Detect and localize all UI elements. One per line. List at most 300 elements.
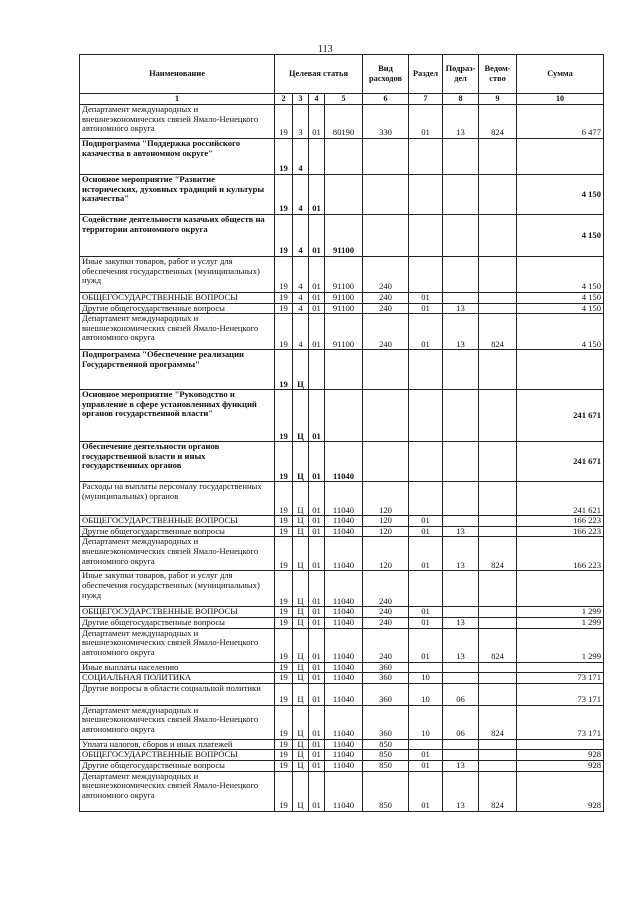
table-row xyxy=(80,175,604,215)
amount xyxy=(517,139,604,175)
target-code-program: 19 xyxy=(275,571,293,607)
target-code-activity: 01 xyxy=(309,571,325,607)
target-code-program: 19 xyxy=(275,139,293,175)
subsection xyxy=(443,139,479,175)
row-name: Содействие деятельности казачьих обществ на территории автономного округа xyxy=(80,215,275,257)
row-name: Департамент международных и внешнеэкономических связей Ямало-Ненецкого автономного округа xyxy=(80,314,275,350)
expense-type: 850 xyxy=(363,771,409,811)
row-name: Подпрограмма "Обеспечение реализации Государственной программы" xyxy=(80,350,275,390)
target-code-subprogram: Ц xyxy=(293,526,309,537)
target-code-subprogram: 4 xyxy=(293,175,309,215)
subsection xyxy=(443,571,479,607)
target-code-program: 19 xyxy=(275,482,293,516)
row-name: Подпрограмма "Поддержка российского казачества в автономном округе" xyxy=(80,139,275,175)
row-name: Иные выплаты населению xyxy=(80,662,275,673)
target-code-direction: 11040 xyxy=(325,482,363,516)
target-code-program: 19 xyxy=(275,350,293,390)
section xyxy=(409,175,443,215)
header-vid: Вид расходов xyxy=(363,55,409,94)
department-code: 824 xyxy=(479,628,517,662)
target-code-program: 19 xyxy=(275,617,293,628)
target-code-direction: 91100 xyxy=(325,303,363,314)
subsection xyxy=(443,257,479,293)
target-code-direction: 11040 xyxy=(325,750,363,761)
target-code-program: 19 xyxy=(275,516,293,527)
target-code-activity: 01 xyxy=(309,215,325,257)
department-code xyxy=(479,607,517,618)
department-code xyxy=(479,350,517,390)
section: 01 xyxy=(409,771,443,811)
expense-type: 240 xyxy=(363,607,409,618)
department-code xyxy=(479,750,517,761)
amount: 73 171 xyxy=(517,705,604,739)
expense-type xyxy=(363,350,409,390)
subsection: 13 xyxy=(443,526,479,537)
target-code-program: 19 xyxy=(275,628,293,662)
table-row xyxy=(80,303,604,314)
department-code xyxy=(479,215,517,257)
row-name: Департамент международных и внешнеэкономических связей Ямало-Ненецкого автономного округа xyxy=(80,705,275,739)
department-code xyxy=(479,516,517,527)
target-code-direction: 91100 xyxy=(325,257,363,293)
section: 01 xyxy=(409,314,443,350)
target-code-activity: 01 xyxy=(309,482,325,516)
target-code-direction: 11040 xyxy=(325,526,363,537)
expense-type: 240 xyxy=(363,617,409,628)
target-code-subprogram: 4 xyxy=(293,139,309,175)
amount: 928 xyxy=(517,771,604,811)
target-code-direction xyxy=(325,390,363,442)
table-row xyxy=(80,750,604,761)
table-row xyxy=(80,215,604,257)
expense-type: 360 xyxy=(363,705,409,739)
section xyxy=(409,139,443,175)
col-number: 5 xyxy=(325,94,363,105)
header-name: Наименование xyxy=(80,55,275,94)
amount: 241 671 xyxy=(517,442,604,482)
target-code-activity: 01 xyxy=(309,390,325,442)
department-code xyxy=(479,390,517,442)
expense-type: 120 xyxy=(363,537,409,571)
amount xyxy=(517,739,604,750)
target-code-direction: 11040 xyxy=(325,571,363,607)
department-code xyxy=(479,526,517,537)
target-code-activity: 01 xyxy=(309,314,325,350)
subsection: 13 xyxy=(443,303,479,314)
target-code-subprogram: Ц xyxy=(293,537,309,571)
target-code-activity: 01 xyxy=(309,683,325,705)
section: 01 xyxy=(409,760,443,771)
amount: 4 150 xyxy=(517,314,604,350)
row-name: Департамент международных и внешнеэкономических связей Ямало-Ненецкого автономного округа xyxy=(80,105,275,139)
amount: 73 171 xyxy=(517,683,604,705)
target-code-subprogram: Ц xyxy=(293,516,309,527)
target-code-program: 19 xyxy=(275,526,293,537)
expense-type: 120 xyxy=(363,526,409,537)
table-row xyxy=(80,760,604,771)
subsection xyxy=(443,482,479,516)
target-code-subprogram: 3 xyxy=(293,105,309,139)
target-code-subprogram: Ц xyxy=(293,607,309,618)
budget-table xyxy=(79,54,604,812)
subsection xyxy=(443,175,479,215)
row-name: Иные закупки товаров, работ и услуг для обеспечения государственных (муниципальных) нужд xyxy=(80,571,275,607)
target-code-activity: 01 xyxy=(309,607,325,618)
target-code-activity: 01 xyxy=(309,105,325,139)
department-code xyxy=(479,175,517,215)
target-code-activity xyxy=(309,350,325,390)
row-name: Расходы на выплаты персоналу государственных (муниципальных) органов xyxy=(80,482,275,516)
target-code-direction: 11040 xyxy=(325,683,363,705)
section: 10 xyxy=(409,683,443,705)
amount: 4 150 xyxy=(517,257,604,293)
expense-type: 850 xyxy=(363,739,409,750)
row-name: Другие общегосударственные вопросы xyxy=(80,303,275,314)
section xyxy=(409,739,443,750)
target-code-program: 19 xyxy=(275,314,293,350)
table-row xyxy=(80,293,604,304)
target-code-activity: 01 xyxy=(309,628,325,662)
expense-type: 240 xyxy=(363,293,409,304)
target-code-subprogram: Ц xyxy=(293,617,309,628)
target-code-subprogram: Ц xyxy=(293,571,309,607)
section: 01 xyxy=(409,105,443,139)
header-row xyxy=(80,55,604,94)
col-number: 4 xyxy=(309,94,325,105)
expense-type: 360 xyxy=(363,683,409,705)
section: 01 xyxy=(409,516,443,527)
target-code-program: 19 xyxy=(275,750,293,761)
row-name: СОЦИАЛЬНАЯ ПОЛИТИКА xyxy=(80,673,275,684)
table-row xyxy=(80,705,604,739)
header-vedomstvo: Ведом-ство xyxy=(479,55,517,94)
row-name: Другие вопросы в области социальной политики xyxy=(80,683,275,705)
target-code-direction: 11040 xyxy=(325,617,363,628)
table-row xyxy=(80,350,604,390)
section: 01 xyxy=(409,526,443,537)
target-code-direction: 11040 xyxy=(325,607,363,618)
amount: 4 150 xyxy=(517,175,604,215)
section: 01 xyxy=(409,303,443,314)
section: 01 xyxy=(409,628,443,662)
target-code-subprogram: Ц xyxy=(293,628,309,662)
table-row xyxy=(80,617,604,628)
section: 10 xyxy=(409,705,443,739)
target-code-subprogram: Ц xyxy=(293,350,309,390)
target-code-activity: 01 xyxy=(309,662,325,673)
target-code-direction: 11040 xyxy=(325,705,363,739)
subsection: 13 xyxy=(443,537,479,571)
amount: 4 150 xyxy=(517,293,604,304)
target-code-direction: 11040 xyxy=(325,516,363,527)
amount xyxy=(517,571,604,607)
table-row xyxy=(80,662,604,673)
department-code xyxy=(479,760,517,771)
target-code-activity: 01 xyxy=(309,175,325,215)
col-number: 10 xyxy=(517,94,604,105)
target-code-program: 19 xyxy=(275,537,293,571)
expense-type: 330 xyxy=(363,105,409,139)
col-number: 1 xyxy=(80,94,275,105)
subsection: 06 xyxy=(443,705,479,739)
row-name: ОБЩЕГОСУДАРСТВЕННЫЕ ВОПРОСЫ xyxy=(80,516,275,527)
subsection: 13 xyxy=(443,617,479,628)
row-name: Другие общегосударственные вопросы xyxy=(80,526,275,537)
table-row xyxy=(80,537,604,571)
target-code-subprogram: 4 xyxy=(293,303,309,314)
section: 01 xyxy=(409,537,443,571)
target-code-program: 19 xyxy=(275,760,293,771)
expense-type: 360 xyxy=(363,673,409,684)
target-code-activity: 01 xyxy=(309,739,325,750)
department-code xyxy=(479,617,517,628)
target-code-direction: 11040 xyxy=(325,662,363,673)
target-code-subprogram: Ц xyxy=(293,750,309,761)
subsection xyxy=(443,442,479,482)
target-code-direction: 11040 xyxy=(325,739,363,750)
row-name: ОБЩЕГОСУДАРСТВЕННЫЕ ВОПРОСЫ xyxy=(80,293,275,304)
header-target: Целевая статья xyxy=(275,55,363,94)
department-code: 824 xyxy=(479,537,517,571)
section: 01 xyxy=(409,607,443,618)
expense-type: 120 xyxy=(363,482,409,516)
table-row xyxy=(80,442,604,482)
table-row xyxy=(80,105,604,139)
table-row xyxy=(80,607,604,618)
column-number-row xyxy=(80,94,604,105)
section: 01 xyxy=(409,293,443,304)
department-code xyxy=(479,662,517,673)
amount: 1 299 xyxy=(517,628,604,662)
table-row xyxy=(80,516,604,527)
col-number: 2 xyxy=(275,94,293,105)
subsection xyxy=(443,516,479,527)
target-code-activity: 01 xyxy=(309,750,325,761)
subsection xyxy=(443,662,479,673)
table-row xyxy=(80,482,604,516)
target-code-subprogram: Ц xyxy=(293,390,309,442)
section xyxy=(409,571,443,607)
target-code-program: 19 xyxy=(275,771,293,811)
target-code-program: 19 xyxy=(275,293,293,304)
row-name: Другие общегосударственные вопросы xyxy=(80,760,275,771)
table-row xyxy=(80,314,604,350)
subsection xyxy=(443,739,479,750)
target-code-program: 19 xyxy=(275,303,293,314)
target-code-direction xyxy=(325,139,363,175)
amount: 166 223 xyxy=(517,537,604,571)
subsection xyxy=(443,215,479,257)
target-code-program: 19 xyxy=(275,105,293,139)
target-code-activity: 01 xyxy=(309,303,325,314)
department-code xyxy=(479,257,517,293)
target-code-activity: 01 xyxy=(309,442,325,482)
section xyxy=(409,390,443,442)
target-code-subprogram: Ц xyxy=(293,739,309,750)
department-code xyxy=(479,482,517,516)
department-code: 824 xyxy=(479,314,517,350)
department-code xyxy=(479,303,517,314)
subsection: 13 xyxy=(443,628,479,662)
target-code-activity: 01 xyxy=(309,526,325,537)
target-code-subprogram: 4 xyxy=(293,215,309,257)
expense-type: 240 xyxy=(363,257,409,293)
amount: 1 299 xyxy=(517,617,604,628)
page-number: 113 xyxy=(318,44,333,55)
target-code-direction: 91100 xyxy=(325,314,363,350)
table-row xyxy=(80,390,604,442)
target-code-program: 19 xyxy=(275,607,293,618)
target-code-direction: 91100 xyxy=(325,215,363,257)
section: 01 xyxy=(409,617,443,628)
department-code xyxy=(479,139,517,175)
table-row xyxy=(80,771,604,811)
department-code xyxy=(479,683,517,705)
target-code-subprogram: Ц xyxy=(293,673,309,684)
target-code-subprogram: Ц xyxy=(293,771,309,811)
section xyxy=(409,662,443,673)
row-name: Другие общегосударственные вопросы xyxy=(80,617,275,628)
target-code-direction: 80190 xyxy=(325,105,363,139)
table-row xyxy=(80,739,604,750)
table-row xyxy=(80,673,604,684)
subsection: 13 xyxy=(443,105,479,139)
col-number: 7 xyxy=(409,94,443,105)
target-code-program: 19 xyxy=(275,673,293,684)
target-code-program: 19 xyxy=(275,739,293,750)
department-code: 824 xyxy=(479,105,517,139)
table-row xyxy=(80,257,604,293)
target-code-direction: 11040 xyxy=(325,771,363,811)
expense-type: 240 xyxy=(363,571,409,607)
amount: 166 223 xyxy=(517,516,604,527)
target-code-activity xyxy=(309,139,325,175)
expense-type: 850 xyxy=(363,750,409,761)
target-code-program: 19 xyxy=(275,442,293,482)
target-code-program: 19 xyxy=(275,390,293,442)
amount: 241 671 xyxy=(517,390,604,442)
target-code-subprogram: Ц xyxy=(293,662,309,673)
expense-type xyxy=(363,139,409,175)
target-code-direction xyxy=(325,350,363,390)
amount: 241 621 xyxy=(517,482,604,516)
expense-type xyxy=(363,215,409,257)
target-code-subprogram: 4 xyxy=(293,314,309,350)
target-code-direction: 11040 xyxy=(325,442,363,482)
target-code-activity: 01 xyxy=(309,617,325,628)
amount: 166 223 xyxy=(517,526,604,537)
amount: 1 299 xyxy=(517,607,604,618)
subsection: 13 xyxy=(443,314,479,350)
department-code: 824 xyxy=(479,771,517,811)
target-code-subprogram: 4 xyxy=(293,257,309,293)
subsection xyxy=(443,607,479,618)
table-row xyxy=(80,683,604,705)
department-code xyxy=(479,673,517,684)
target-code-subprogram: Ц xyxy=(293,482,309,516)
target-code-program: 19 xyxy=(275,662,293,673)
target-code-activity: 01 xyxy=(309,293,325,304)
col-number: 6 xyxy=(363,94,409,105)
target-code-program: 19 xyxy=(275,175,293,215)
table-row xyxy=(80,139,604,175)
target-code-activity: 01 xyxy=(309,673,325,684)
table-row xyxy=(80,571,604,607)
table-row xyxy=(80,526,604,537)
amount: 4 150 xyxy=(517,215,604,257)
amount: 928 xyxy=(517,760,604,771)
row-name: Уплата налогов, сборов и иных платежей xyxy=(80,739,275,750)
row-name: Департамент международных и внешнеэкономических связей Ямало-Ненецкого автономного округа xyxy=(80,771,275,811)
subsection xyxy=(443,750,479,761)
section: 10 xyxy=(409,673,443,684)
subsection xyxy=(443,350,479,390)
target-code-activity: 01 xyxy=(309,537,325,571)
target-code-activity: 01 xyxy=(309,771,325,811)
expense-type xyxy=(363,442,409,482)
col-number: 3 xyxy=(293,94,309,105)
subsection: 06 xyxy=(443,683,479,705)
row-name: Обеспечение деятельности органов государственной власти и иных государственных органов xyxy=(80,442,275,482)
table-row xyxy=(80,628,604,662)
target-code-direction: 11040 xyxy=(325,537,363,571)
expense-type: 240 xyxy=(363,628,409,662)
subsection: 13 xyxy=(443,760,479,771)
row-name: Основное мероприятие "Развитие исторических, духовных традиций и культуры казачества" xyxy=(80,175,275,215)
target-code-program: 19 xyxy=(275,257,293,293)
subsection: 13 xyxy=(443,771,479,811)
header-razdel: Раздел xyxy=(409,55,443,94)
target-code-direction: 91100 xyxy=(325,293,363,304)
department-code xyxy=(479,442,517,482)
target-code-subprogram: Ц xyxy=(293,442,309,482)
expense-type: 240 xyxy=(363,314,409,350)
expense-type: 240 xyxy=(363,303,409,314)
target-code-direction: 11040 xyxy=(325,673,363,684)
target-code-direction xyxy=(325,175,363,215)
department-code xyxy=(479,739,517,750)
subsection xyxy=(443,390,479,442)
section xyxy=(409,257,443,293)
subsection xyxy=(443,293,479,304)
target-code-activity: 01 xyxy=(309,760,325,771)
target-code-direction: 11040 xyxy=(325,628,363,662)
expense-type: 360 xyxy=(363,662,409,673)
row-name: Основное мероприятие "Руководство и управление в сфере установленных функций органов государственной власти" xyxy=(80,390,275,442)
target-code-activity: 01 xyxy=(309,705,325,739)
section xyxy=(409,482,443,516)
department-code xyxy=(479,571,517,607)
department-code xyxy=(479,293,517,304)
target-code-program: 19 xyxy=(275,215,293,257)
expense-type: 120 xyxy=(363,516,409,527)
target-code-direction: 11040 xyxy=(325,760,363,771)
amount: 73 171 xyxy=(517,673,604,684)
expense-type xyxy=(363,175,409,215)
subsection xyxy=(443,673,479,684)
target-code-subprogram: Ц xyxy=(293,705,309,739)
row-name: Департамент международных и внешнеэкономических связей Ямало-Ненецкого автономного округа xyxy=(80,537,275,571)
amount: 928 xyxy=(517,750,604,761)
target-code-subprogram: 4 xyxy=(293,293,309,304)
expense-type: 850 xyxy=(363,760,409,771)
row-name: Департамент международных и внешнеэкономических связей Ямало-Ненецкого автономного округа xyxy=(80,628,275,662)
target-code-subprogram: Ц xyxy=(293,683,309,705)
expense-type xyxy=(363,390,409,442)
header-summa: Сумма xyxy=(517,55,604,94)
amount: 6 477 xyxy=(517,105,604,139)
target-code-activity: 01 xyxy=(309,257,325,293)
